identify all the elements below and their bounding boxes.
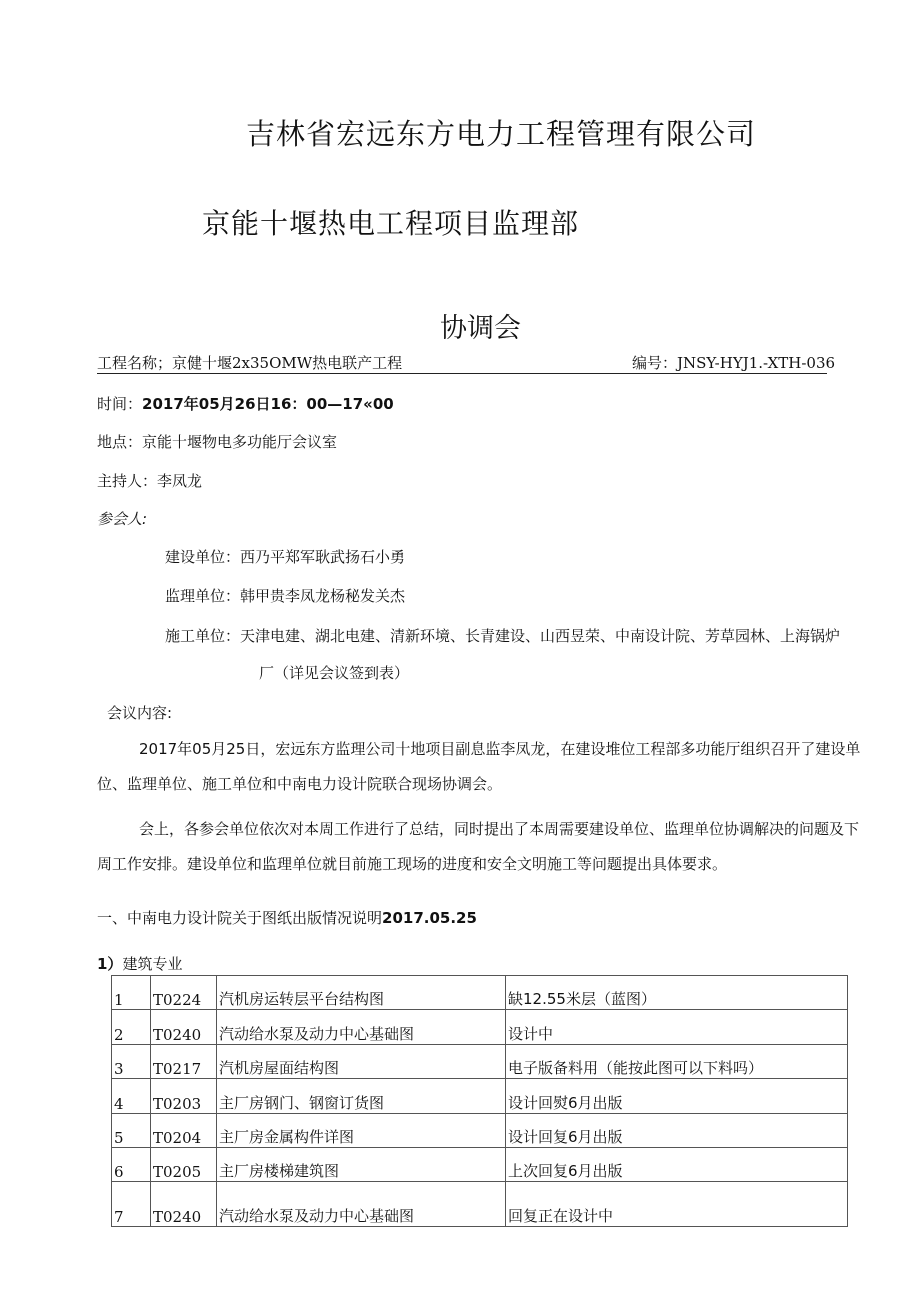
attendees-label: 参会人: bbox=[97, 510, 148, 528]
meeting-title: 协调会 bbox=[440, 313, 521, 344]
section-heading-text: 一、中南电力设计院关于图纸出版情况说明 bbox=[97, 909, 383, 927]
drawing-code: T0217 bbox=[151, 1045, 217, 1079]
drawing-status: 设计回复6月出版 bbox=[506, 1114, 848, 1148]
meeting-place: 地点：京能十堰物电多功能厅会议室 bbox=[97, 433, 338, 451]
row-number: 3 bbox=[112, 1045, 151, 1079]
subsection-number: 1） bbox=[97, 955, 123, 973]
drawing-title: 汽机房屋面结构图 bbox=[217, 1045, 506, 1079]
content-label: 会议内容: bbox=[107, 704, 173, 722]
drawing-title: 汽动给水泵及动力中心基础图 bbox=[217, 1010, 506, 1045]
project-line bbox=[97, 351, 836, 374]
drawing-code: T0205 bbox=[151, 1148, 217, 1182]
row-number: 2 bbox=[112, 1010, 151, 1045]
time-value: 2017年05月26日16：00—17«00 bbox=[142, 395, 394, 413]
drawing-title: 汽动给水泵及动力中心基础图 bbox=[217, 1182, 506, 1227]
drawing-status: 设计回熨6月出版 bbox=[506, 1079, 848, 1114]
row-number: 7 bbox=[112, 1182, 151, 1227]
drawing-title: 主厂房钢门、钢窗订货图 bbox=[217, 1079, 506, 1114]
row-number: 5 bbox=[112, 1114, 151, 1148]
row-number: 4 bbox=[112, 1079, 151, 1114]
drawings-table bbox=[111, 975, 848, 1227]
drawing-title: 主厂房楼梯建筑图 bbox=[217, 1148, 506, 1182]
table-row bbox=[112, 1010, 848, 1045]
time-label: 时间： bbox=[97, 395, 143, 413]
document-number: 编号：JNSY-HYJ1.-XTH-036 bbox=[632, 354, 836, 372]
row-number: 1 bbox=[112, 976, 151, 1010]
drawing-code: T0240 bbox=[151, 1182, 217, 1227]
table-row bbox=[112, 976, 848, 1010]
attendees-supervision: 监理单位：韩甲贵李凤龙杨秘发关杰 bbox=[165, 587, 406, 605]
drawing-status: 设计中 bbox=[506, 1010, 848, 1045]
subsection-heading-1 bbox=[97, 953, 182, 974]
drawing-code: T0204 bbox=[151, 1114, 217, 1148]
drawing-status: 缺12.55米层（蓝图） bbox=[506, 976, 848, 1010]
attendees-contractors: 施工单位：天津电建、湖北电建、清新环境、长青建设、山西昱荣、中南设计院、芳草园林、上海锅炉 bbox=[165, 627, 841, 645]
drawing-status: 回复正在设计中 bbox=[506, 1182, 848, 1227]
table-row bbox=[112, 1148, 848, 1182]
table-row bbox=[112, 1045, 848, 1079]
table-row bbox=[112, 1182, 848, 1227]
table-row bbox=[112, 1114, 848, 1148]
drawing-code: T0240 bbox=[151, 1010, 217, 1045]
row-number: 6 bbox=[112, 1148, 151, 1182]
section-heading-1 bbox=[97, 907, 477, 928]
meeting-time bbox=[97, 393, 394, 414]
drawing-status: 电子版备料用（能按此图可以下料吗） bbox=[506, 1045, 848, 1079]
attendees-contractors-cont: 厂（详见会议签到表） bbox=[259, 664, 410, 682]
paragraph-1: 2017年05月25日，宏远东方监理公司十地项目副息监李凤龙，在建设堆位工程部多功能厅组织召开了建设单位、监理单位、施工单位和中南电力设计院联合现场协调会。 bbox=[97, 740, 861, 793]
department-title: 京能十堰热电工程项目监理部 bbox=[202, 207, 580, 240]
paragraph-2: 会上，各参会单位依次对本周工作进行了总结，同时提出了本周需要建设单位、监理单位协调解决的问题及下周工作安排。建设单位和监理单位就目前施工现场的进度和安全文明施工等问题提出具体要求。 bbox=[97, 820, 860, 873]
drawing-code: T0224 bbox=[151, 976, 217, 1010]
company-title: 吉林省宏远东方电力工程管理有限公司 bbox=[246, 117, 757, 151]
drawing-title: 汽机房运转层平台结构图 bbox=[217, 976, 506, 1010]
meeting-host: 主持人：李凤龙 bbox=[97, 472, 203, 490]
project-name: 工程名称；京健十堰2x35OMW热电联产工程 bbox=[97, 354, 403, 372]
drawing-status: 上次回复6月出版 bbox=[506, 1148, 848, 1182]
drawing-title: 主厂房金属构件详图 bbox=[217, 1114, 506, 1148]
section-heading-date: 2017.05.25 bbox=[382, 909, 477, 927]
table-row bbox=[112, 1079, 848, 1114]
drawing-code: T0203 bbox=[151, 1079, 217, 1114]
attendees-construction: 建设单位：西乃平郑军耿武扬石小勇 bbox=[165, 548, 406, 566]
subsection-title: 建筑专业 bbox=[122, 955, 183, 973]
